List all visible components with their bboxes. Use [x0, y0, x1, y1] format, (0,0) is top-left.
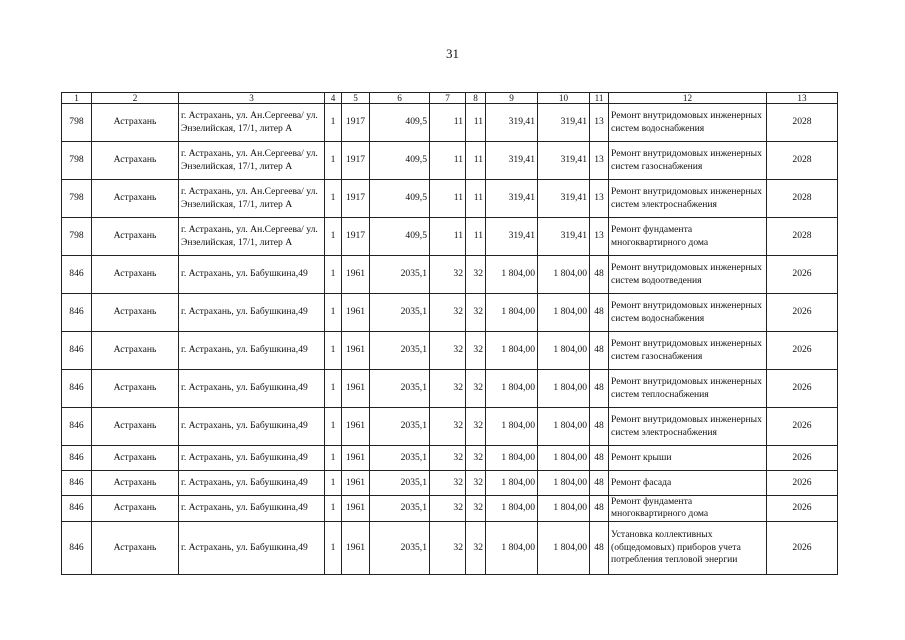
table-row: [62, 332, 838, 370]
col10-cell: 319,41: [538, 104, 590, 142]
row-id-cell: 846: [62, 496, 92, 522]
city-cell: Астрахань: [92, 370, 179, 408]
col9-cell: 319,41: [486, 218, 538, 256]
col9-cell: 319,41: [486, 104, 538, 142]
plan-year-cell: 2028: [767, 180, 838, 218]
address-cell: г. Астрахань, ул. Бабушкина,49: [179, 408, 325, 446]
col9-cell: 1 804,00: [486, 408, 538, 446]
col7-cell: 32: [430, 521, 466, 574]
column-header: 3: [179, 93, 325, 104]
col10-cell: 1 804,00: [538, 370, 590, 408]
col8-cell: 32: [466, 332, 486, 370]
address-cell: г. Астрахань, ул. Бабушкина,49: [179, 256, 325, 294]
area-cell: 409,5: [370, 142, 430, 180]
col4-cell: 1: [325, 142, 342, 180]
address-cell: г. Астрахань, ул. Бабушкина,49: [179, 370, 325, 408]
area-cell: 2035,1: [370, 294, 430, 332]
col11-cell: 48: [590, 496, 609, 522]
col11-cell: 48: [590, 521, 609, 574]
year-cell: 1961: [342, 332, 370, 370]
table-row: [62, 496, 838, 522]
col11-cell: 13: [590, 142, 609, 180]
col4-cell: 1: [325, 521, 342, 574]
area-cell: 409,5: [370, 104, 430, 142]
table-row: [62, 104, 838, 142]
col11-cell: 13: [590, 180, 609, 218]
address-cell: г. Астрахань, ул. Бабушкина,49: [179, 446, 325, 471]
col10-cell: 1 804,00: [538, 496, 590, 522]
plan-year-cell: 2026: [767, 521, 838, 574]
col10-cell: 1 804,00: [538, 446, 590, 471]
row-id-cell: 798: [62, 142, 92, 180]
column-header: 6: [370, 93, 430, 104]
row-id-cell: 846: [62, 332, 92, 370]
address-cell: г. Астрахань, ул. Ан.Сергеева/ ул. Энзелийская, 17/1, литер А: [179, 142, 325, 180]
row-id-cell: 846: [62, 446, 92, 471]
col4-cell: 1: [325, 408, 342, 446]
column-header: 5: [342, 93, 370, 104]
plan-year-cell: 2028: [767, 142, 838, 180]
header-row: [62, 93, 838, 104]
col9-cell: 1 804,00: [486, 294, 538, 332]
area-cell: 2035,1: [370, 496, 430, 522]
column-header: 2: [92, 93, 179, 104]
table-row: [62, 142, 838, 180]
city-cell: Астрахань: [92, 471, 179, 496]
city-cell: Астрахань: [92, 521, 179, 574]
work-type-cell: Ремонт внутридомовых инженерных систем водоснабжения: [609, 294, 767, 332]
col4-cell: 1: [325, 370, 342, 408]
column-header: 1: [62, 93, 92, 104]
work-type-cell: Ремонт внутридомовых инженерных систем газоснабжения: [609, 142, 767, 180]
year-cell: 1917: [342, 218, 370, 256]
col11-cell: 48: [590, 446, 609, 471]
col9-cell: 1 804,00: [486, 471, 538, 496]
area-cell: 2035,1: [370, 332, 430, 370]
col8-cell: 11: [466, 104, 486, 142]
plan-year-cell: 2026: [767, 496, 838, 522]
city-cell: Астрахань: [92, 218, 179, 256]
column-header: 11: [590, 93, 609, 104]
col9-cell: 1 804,00: [486, 332, 538, 370]
table-row: [62, 370, 838, 408]
col10-cell: 319,41: [538, 218, 590, 256]
city-cell: Астрахань: [92, 104, 179, 142]
col11-cell: 48: [590, 332, 609, 370]
area-cell: 409,5: [370, 180, 430, 218]
col8-cell: 11: [466, 142, 486, 180]
row-id-cell: 846: [62, 521, 92, 574]
area-cell: 2035,1: [370, 446, 430, 471]
col8-cell: 32: [466, 521, 486, 574]
city-cell: Астрахань: [92, 332, 179, 370]
plan-year-cell: 2026: [767, 471, 838, 496]
col7-cell: 32: [430, 408, 466, 446]
area-cell: 2035,1: [370, 370, 430, 408]
col9-cell: 1 804,00: [486, 521, 538, 574]
col4-cell: 1: [325, 471, 342, 496]
area-cell: 2035,1: [370, 521, 430, 574]
plan-year-cell: 2026: [767, 294, 838, 332]
col4-cell: 1: [325, 180, 342, 218]
city-cell: Астрахань: [92, 294, 179, 332]
col10-cell: 1 804,00: [538, 256, 590, 294]
row-id-cell: 846: [62, 471, 92, 496]
column-header: 4: [325, 93, 342, 104]
col11-cell: 48: [590, 256, 609, 294]
col9-cell: 319,41: [486, 142, 538, 180]
col7-cell: 32: [430, 496, 466, 522]
col8-cell: 32: [466, 294, 486, 332]
col7-cell: 32: [430, 446, 466, 471]
table-row: [62, 471, 838, 496]
col4-cell: 1: [325, 256, 342, 294]
col11-cell: 13: [590, 104, 609, 142]
col7-cell: 32: [430, 256, 466, 294]
col9-cell: 1 804,00: [486, 446, 538, 471]
col7-cell: 11: [430, 104, 466, 142]
col9-cell: 319,41: [486, 180, 538, 218]
work-type-cell: Ремонт внутридомовых инженерных систем водоотведения: [609, 256, 767, 294]
col9-cell: 1 804,00: [486, 370, 538, 408]
col8-cell: 32: [466, 408, 486, 446]
table-row: [62, 521, 838, 574]
city-cell: Астрахань: [92, 256, 179, 294]
col4-cell: 1: [325, 294, 342, 332]
city-cell: Астрахань: [92, 496, 179, 522]
address-cell: г. Астрахань, ул. Ан.Сергеева/ ул. Энзелийская, 17/1, литер А: [179, 180, 325, 218]
address-cell: г. Астрахань, ул. Бабушкина,49: [179, 294, 325, 332]
address-cell: г. Астрахань, ул. Бабушкина,49: [179, 332, 325, 370]
capital-repair-table: [61, 92, 838, 575]
col11-cell: 48: [590, 471, 609, 496]
work-type-cell: Ремонт внутридомовых инженерных систем водоснабжения: [609, 104, 767, 142]
col11-cell: 48: [590, 408, 609, 446]
table-row: [62, 408, 838, 446]
year-cell: 1917: [342, 104, 370, 142]
col9-cell: 1 804,00: [486, 496, 538, 522]
plan-year-cell: 2026: [767, 370, 838, 408]
col4-cell: 1: [325, 446, 342, 471]
plan-year-cell: 2028: [767, 104, 838, 142]
table-row: [62, 180, 838, 218]
col8-cell: 32: [466, 471, 486, 496]
plan-year-cell: 2026: [767, 408, 838, 446]
page-number: 31: [446, 46, 459, 61]
year-cell: 1961: [342, 496, 370, 522]
col7-cell: 32: [430, 294, 466, 332]
year-cell: 1961: [342, 294, 370, 332]
col8-cell: 11: [466, 180, 486, 218]
col7-cell: 32: [430, 332, 466, 370]
work-type-cell: Ремонт внутридомовых инженерных систем электроснабжения: [609, 408, 767, 446]
year-cell: 1961: [342, 370, 370, 408]
col7-cell: 11: [430, 142, 466, 180]
col8-cell: 32: [466, 256, 486, 294]
col4-cell: 1: [325, 104, 342, 142]
table-row: [62, 256, 838, 294]
col7-cell: 32: [430, 471, 466, 496]
year-cell: 1961: [342, 408, 370, 446]
row-id-cell: 798: [62, 218, 92, 256]
col10-cell: 319,41: [538, 180, 590, 218]
col7-cell: 11: [430, 218, 466, 256]
table-body: [62, 104, 838, 575]
city-cell: Астрахань: [92, 446, 179, 471]
address-cell: г. Астрахань, ул. Ан.Сергеева/ ул. Энзелийская, 17/1, литер А: [179, 218, 325, 256]
work-type-cell: Ремонт крыши: [609, 446, 767, 471]
table-row: [62, 218, 838, 256]
work-type-cell: Установка коллективных (общедомовых) приборов учета потребления тепловой энергии: [609, 521, 767, 574]
area-cell: 2035,1: [370, 256, 430, 294]
col4-cell: 1: [325, 218, 342, 256]
work-type-cell: Ремонт фундамента многоквартирного дома: [609, 218, 767, 256]
col8-cell: 32: [466, 446, 486, 471]
area-cell: 2035,1: [370, 408, 430, 446]
column-header: 12: [609, 93, 767, 104]
row-id-cell: 798: [62, 180, 92, 218]
col10-cell: 1 804,00: [538, 408, 590, 446]
column-header: 8: [466, 93, 486, 104]
col10-cell: 1 804,00: [538, 294, 590, 332]
col4-cell: 1: [325, 496, 342, 522]
column-header: 7: [430, 93, 466, 104]
year-cell: 1961: [342, 446, 370, 471]
col8-cell: 32: [466, 496, 486, 522]
year-cell: 1917: [342, 180, 370, 218]
plan-year-cell: 2026: [767, 446, 838, 471]
city-cell: Астрахань: [92, 142, 179, 180]
plan-year-cell: 2026: [767, 256, 838, 294]
row-id-cell: 846: [62, 370, 92, 408]
col11-cell: 13: [590, 218, 609, 256]
col7-cell: 32: [430, 370, 466, 408]
year-cell: 1961: [342, 521, 370, 574]
col10-cell: 319,41: [538, 142, 590, 180]
address-cell: г. Астрахань, ул. Бабушкина,49: [179, 496, 325, 522]
column-header: 10: [538, 93, 590, 104]
col9-cell: 1 804,00: [486, 256, 538, 294]
col8-cell: 32: [466, 370, 486, 408]
area-cell: 409,5: [370, 218, 430, 256]
row-id-cell: 846: [62, 294, 92, 332]
col8-cell: 11: [466, 218, 486, 256]
row-id-cell: 846: [62, 256, 92, 294]
row-id-cell: 798: [62, 104, 92, 142]
year-cell: 1961: [342, 471, 370, 496]
plan-year-cell: 2028: [767, 218, 838, 256]
work-type-cell: Ремонт внутридомовых инженерных систем теплоснабжения: [609, 370, 767, 408]
col4-cell: 1: [325, 332, 342, 370]
area-cell: 2035,1: [370, 471, 430, 496]
row-id-cell: 846: [62, 408, 92, 446]
col7-cell: 11: [430, 180, 466, 218]
col10-cell: 1 804,00: [538, 521, 590, 574]
work-type-cell: Ремонт внутридомовых инженерных систем газоснабжения: [609, 332, 767, 370]
year-cell: 1917: [342, 142, 370, 180]
col11-cell: 48: [590, 370, 609, 408]
work-type-cell: Ремонт внутридомовых инженерных систем электроснабжения: [609, 180, 767, 218]
col11-cell: 48: [590, 294, 609, 332]
city-cell: Астрахань: [92, 180, 179, 218]
work-type-cell: Ремонт фундамента многоквартирного дома: [609, 496, 767, 522]
address-cell: г. Астрахань, ул. Бабушкина,49: [179, 471, 325, 496]
column-header: 9: [486, 93, 538, 104]
col10-cell: 1 804,00: [538, 332, 590, 370]
year-cell: 1961: [342, 256, 370, 294]
plan-year-cell: 2026: [767, 332, 838, 370]
table-row: [62, 294, 838, 332]
address-cell: г. Астрахань, ул. Ан.Сергеева/ ул. Энзелийская, 17/1, литер А: [179, 104, 325, 142]
address-cell: г. Астрахань, ул. Бабушкина,49: [179, 521, 325, 574]
col10-cell: 1 804,00: [538, 471, 590, 496]
table-row: [62, 446, 838, 471]
city-cell: Астрахань: [92, 408, 179, 446]
column-header: 13: [767, 93, 838, 104]
work-type-cell: Ремонт фасада: [609, 471, 767, 496]
